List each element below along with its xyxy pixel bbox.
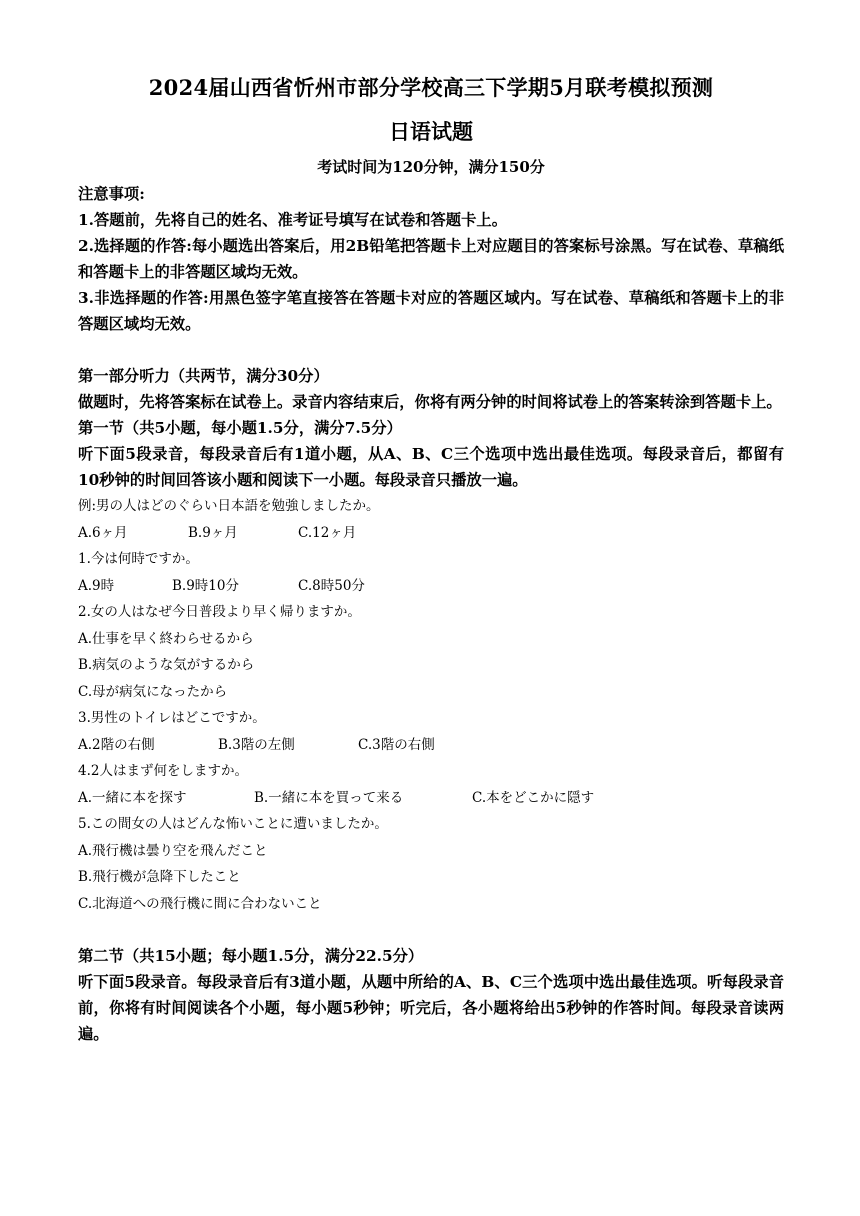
option-a: A.2階の右側 bbox=[78, 736, 155, 753]
option-c: C.本をどこかに隠す bbox=[472, 789, 595, 806]
part1-heading: 第一部分听力（共两节，满分30分） bbox=[78, 367, 329, 385]
section2 bbox=[78, 943, 784, 1047]
notice-section bbox=[78, 181, 784, 337]
section2-instruction: 听下面5段录音。每段录音后有3道小题，从题中所给的A、B、C三个选项中选出最佳选项。听每段录音前，你将有时间阅读各个小题，每小题5秒钟；听完后，各小题将给出5秒钟的作答时间。每段录音读两遍。 bbox=[78, 973, 784, 1043]
section1 bbox=[78, 415, 784, 917]
exam-subtitle: 日语试题 bbox=[389, 119, 473, 144]
exam-title: 2024届山西省忻州市部分学校高三下学期5月联考模拟预测 bbox=[148, 75, 714, 100]
example-options bbox=[78, 520, 784, 547]
notice-heading: 注意事项: bbox=[78, 185, 145, 203]
question-2: 2.女の人はなぜ今日普段より早く帰りますか。 bbox=[78, 604, 361, 620]
question-3: 3.男性のトイレはどこですか。 bbox=[78, 710, 266, 726]
part1-instruction: 做题时，先将答案标在试卷上。录音内容结束后，你将有两分钟的时间将试卷上的答案转涂到答题卡上。 bbox=[78, 393, 782, 411]
option-c: C.12ヶ月 bbox=[298, 524, 357, 541]
question-2-option-a: A.仕事を早く終わらせるから bbox=[78, 630, 254, 647]
notice-item-2: 2.选择题的作答:每小题选出答案后，用2B铅笔把答题卡上对应题目的答案标号涂黑。写在试卷、草稿纸和答题卡上的非答题区域均无效。 bbox=[78, 237, 784, 281]
option-b: B.9時10分 bbox=[172, 577, 239, 594]
question-4: 4.2人はまず何をしますか。 bbox=[78, 763, 248, 779]
exam-info: 考试时间为120分钟，满分150分 bbox=[317, 158, 545, 176]
question-4-options bbox=[78, 785, 784, 812]
section2-heading: 第二节（共15小题；每小题1.5分，满分22.5分） bbox=[78, 947, 424, 965]
example-question: 例:男の人はどのぐらい日本語を勉強しましたか。 bbox=[78, 498, 380, 514]
option-a: A.6ヶ月 bbox=[78, 524, 128, 541]
notice-item-1: 1.答题前，先将自己的姓名、准考证号填写在试卷和答题卡上。 bbox=[78, 211, 507, 229]
section1-heading: 第一节（共5小题，每小题1.5分，满分7.5分） bbox=[78, 419, 402, 437]
question-1-options bbox=[78, 573, 784, 600]
option-b: B.一緒に本を買って来る bbox=[254, 789, 404, 806]
option-c: C.8時50分 bbox=[298, 577, 365, 594]
question-5-option-b: B.飛行機が急降下したこと bbox=[78, 869, 241, 885]
option-a: A.一緒に本を探す bbox=[78, 789, 187, 806]
option-b: B.3階の左側 bbox=[218, 736, 295, 753]
option-c: C.3階の右側 bbox=[358, 736, 435, 753]
question-3-options bbox=[78, 732, 784, 759]
part1-section bbox=[78, 363, 784, 415]
question-5-option-a: A.飛行機は曇り空を飛んだこと bbox=[78, 842, 268, 859]
section1-instruction: 听下面5段录音，每段录音后有1道小题，从A、B、C三个选项中选出最佳选项。每段录音后，都留有10秒钟的时间回答该小题和阅读下一小题。每段录音只播放一遍。 bbox=[78, 445, 784, 489]
question-2-option-c: C.母が病気になったから bbox=[78, 683, 228, 700]
question-2-option-b: B.病気のような気がするから bbox=[78, 657, 255, 673]
question-5-option-c: C.北海道への飛行機に間に合わないこと bbox=[78, 895, 322, 912]
option-b: B.9ヶ月 bbox=[188, 524, 238, 541]
exam-page bbox=[78, 72, 784, 1047]
option-a: A.9時 bbox=[78, 577, 115, 594]
question-5: 5.この間女の人はどんな怖いことに遭いましたか。 bbox=[78, 816, 388, 832]
question-1: 1.今は何時ですか。 bbox=[78, 551, 199, 567]
notice-item-3: 3.非选择题的作答:用黑色签字笔直接答在答题卡对应的答题区域内。写在试卷、草稿纸和答题卡上的非答题区域均无效。 bbox=[78, 289, 784, 333]
